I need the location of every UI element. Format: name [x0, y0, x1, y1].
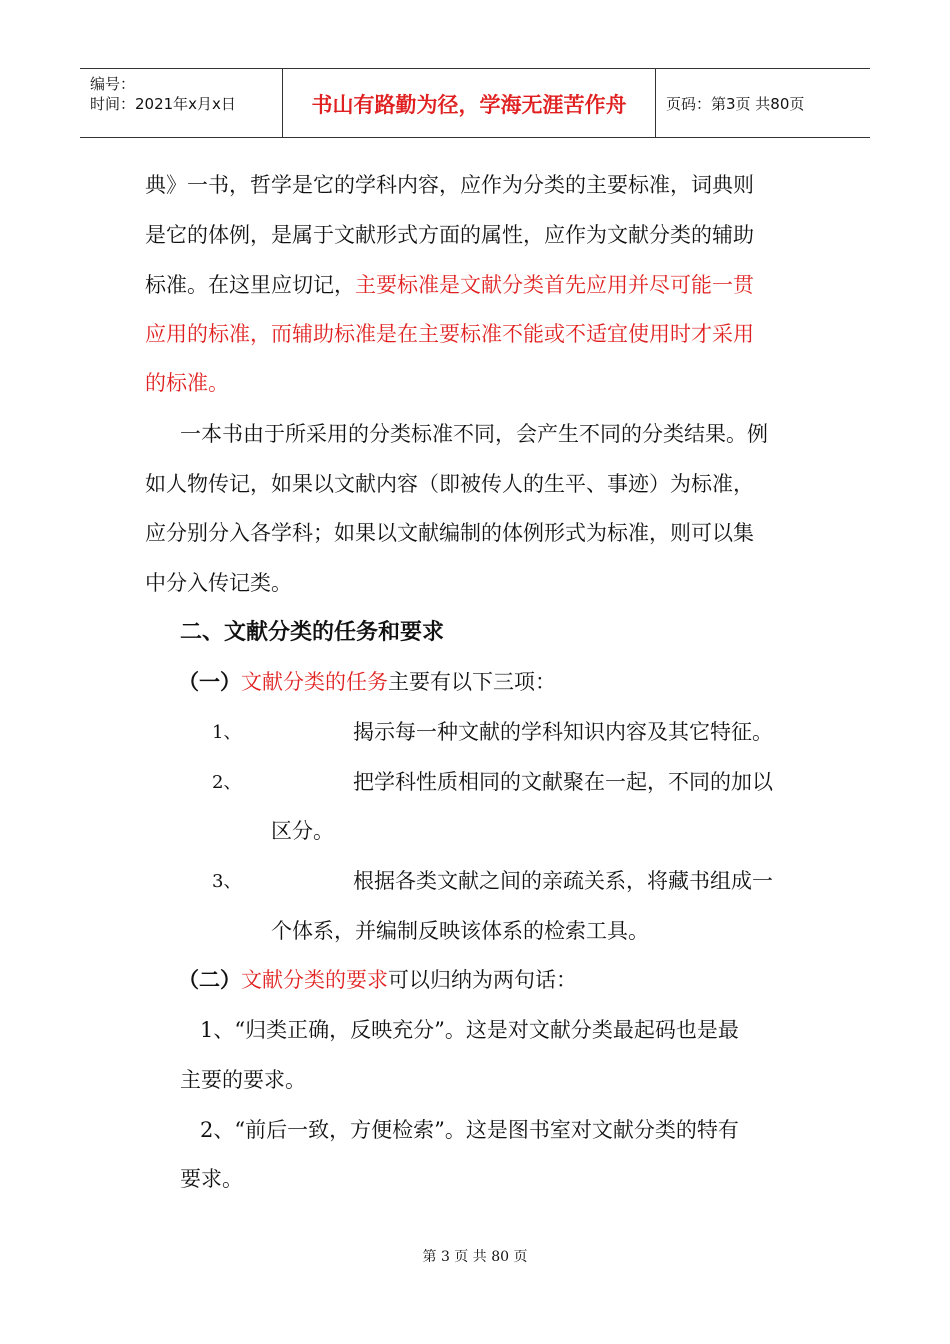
text-highlight: 主要标准是文献分类首先应用并尽可能一贯 [355, 273, 754, 297]
subsection-prefix: （一） [178, 670, 241, 694]
list-number: 3、 [212, 871, 242, 892]
text-highlight: 文献分类的任务 [241, 670, 388, 694]
motto: 书山有路勤为径，学海无涯苦作舟 [311, 93, 627, 117]
list-item: 揭示每一种文献的学科知识内容及其它特征。 [353, 720, 773, 744]
header-motto-cell [283, 69, 656, 137]
paragraph-line-highlight: 的标准。 [145, 371, 229, 395]
paragraph-line-highlight: 应用的标准，而辅助标准是在主要标准不能或不适宜使用时才采用 [145, 322, 754, 346]
subsection-line [178, 669, 556, 695]
paragraph-line: 应分别分入各学科；如果以文献编制的体例形式为标准，则可以集 [145, 521, 754, 545]
paragraph-line: 要求。 [180, 1167, 243, 1191]
list-number: 1、 [212, 722, 242, 743]
paragraph-line: 主要的要求。 [180, 1068, 306, 1092]
paragraph-line [145, 272, 754, 298]
subsection-prefix: （二） [178, 968, 241, 992]
list-item-continuation: 区分。 [271, 819, 334, 843]
time-label: 时间：2021年x月x日 [90, 95, 236, 113]
header-left-cell [80, 69, 283, 137]
page-footer: 第 3 页 共 80 页 [422, 1249, 528, 1265]
paragraph-line: 中分入传记类。 [145, 571, 292, 595]
list-item: 把学科性质相同的文献聚在一起，不同的加以 [353, 770, 773, 794]
text-normal: 主要有以下三项： [388, 670, 556, 694]
paragraph-line: 2、“前后一致，方便检索”。这是图书室对文献分类的特有 [200, 1118, 739, 1142]
page-info: 页码：第3页 共80页 [666, 95, 805, 113]
text-highlight: 文献分类的要求 [241, 968, 388, 992]
number-label: 编号： [90, 75, 136, 93]
paragraph-line: 是它的体例，是属于文献形式方面的属性，应作为文献分类的辅助 [145, 223, 754, 247]
header-right-cell [656, 69, 870, 137]
paragraph-line: 如人物传记，如果以文献内容（即被传人的生平、事迹）为标准， [145, 472, 754, 496]
paragraph-line: 一本书由于所采用的分类标准不同，会产生不同的分类结果。例 [180, 422, 768, 446]
paragraph-line: 典》一书，哲学是它的学科内容，应作为分类的主要标准，词典则 [145, 173, 754, 197]
list-item: 根据各类文献之间的亲疏关系，将藏书组成一 [353, 869, 773, 893]
header-table [80, 68, 870, 138]
text-normal: 标准。在这里应切记， [145, 273, 355, 297]
subsection-line [178, 967, 577, 993]
section-heading: 二、文献分类的任务和要求 [180, 620, 445, 645]
paragraph-line: 1、“归类正确，反映充分”。这是对文献分类最起码也是最 [200, 1018, 739, 1042]
text-normal: 可以归纳为两句话： [388, 968, 577, 992]
list-item-continuation: 个体系，并编制反映该体系的检索工具。 [271, 919, 649, 943]
list-number: 2、 [212, 772, 242, 793]
